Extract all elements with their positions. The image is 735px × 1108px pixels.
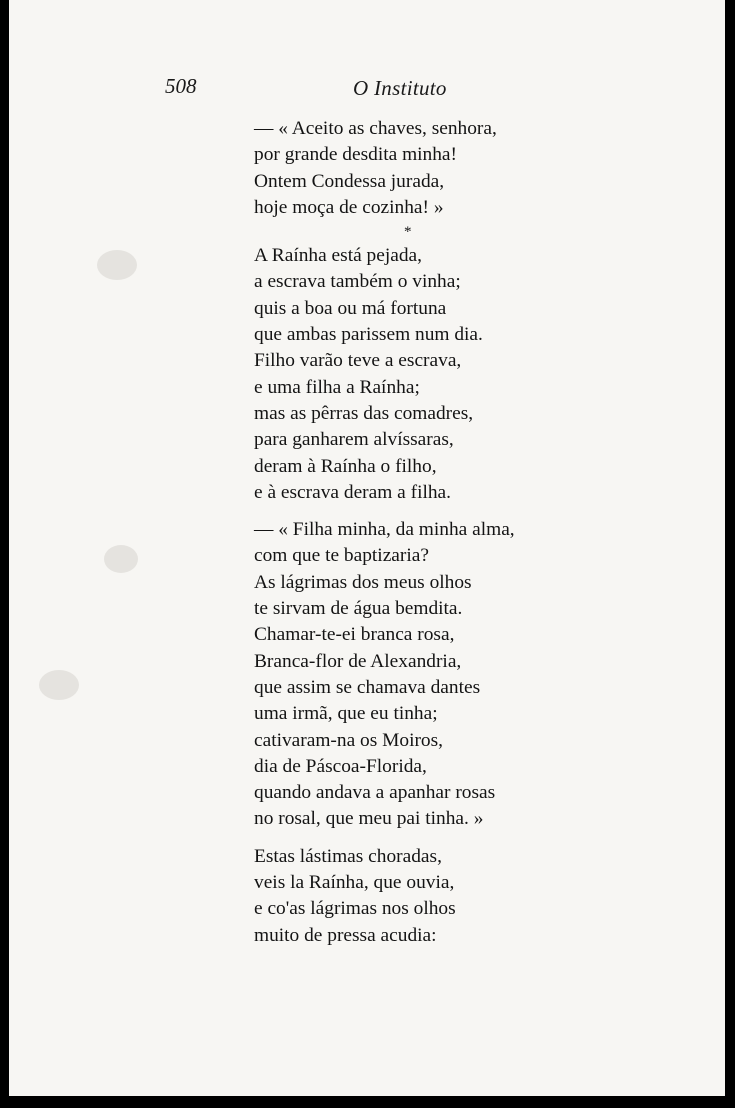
stanza-4 <box>254 844 714 949</box>
section-separator: * <box>404 224 412 241</box>
scan-border-right <box>725 0 735 1108</box>
verse-line: hoje moça de cozinha! » <box>254 196 444 218</box>
page-number: 508 <box>165 74 197 98</box>
stanza-gap <box>254 506 714 517</box>
poem-text <box>254 116 714 949</box>
verse-line: — « Aceito as chaves, senhora, <box>254 118 497 139</box>
verse-line: e à escrava deram a filha. <box>254 481 452 503</box>
stanza-3 <box>254 517 714 833</box>
verse-line: Filho varão teve a escrava, <box>254 350 462 372</box>
scan-border-left <box>0 0 9 1108</box>
verse-line: Branca-flor de Alexandria, <box>254 650 462 672</box>
stanza-gap <box>254 833 714 844</box>
stanza-2 <box>254 243 714 506</box>
verse-line: a escrava também o vinha; <box>254 271 461 293</box>
page-header <box>9 74 725 104</box>
verse-line: e co'as lágrimas nos olhos <box>254 898 456 920</box>
verse-line: com que te baptizaria? <box>254 545 429 567</box>
verse-line: mas as pêrras das comadres, <box>254 402 474 424</box>
verse-line: uma irmã, que eu tinha; <box>254 703 438 725</box>
verse-line: As lágrimas dos meus olhos <box>254 571 472 593</box>
verse-line: por grande desdita minha! <box>254 144 457 166</box>
running-title: O Instituto <box>353 76 447 100</box>
verse-line: quando andava a apanhar rosas <box>254 782 496 804</box>
verse-line: para ganharem alvíssaras, <box>254 429 454 451</box>
verse-line: que ambas parissem num dia. <box>254 324 483 346</box>
book-page <box>9 0 725 1096</box>
scan-border-bottom <box>0 1096 735 1108</box>
verse-line: muito de pressa acudia: <box>254 924 437 946</box>
verse-line: te sirvam de água bemdita. <box>254 598 463 620</box>
paper-stain <box>39 670 79 700</box>
verse-line: deram à Raínha o filho, <box>254 455 437 477</box>
verse-line: quis a boa ou má fortuna <box>254 297 447 319</box>
verse-line: cativaram-na os Moiros, <box>254 729 444 751</box>
paper-stain <box>104 545 138 573</box>
stanza-1 <box>254 116 714 221</box>
verse-line: — « Filha minha, da minha alma, <box>254 519 515 541</box>
verse-line: dia de Páscoa-Florida, <box>254 755 427 777</box>
verse-line: veis la Raínha, que ouvia, <box>254 872 455 894</box>
verse-line: Chamar-te-ei branca rosa, <box>254 624 455 646</box>
verse-line: Ontem Condessa jurada, <box>254 170 445 192</box>
verse-line: e uma filha a Raínha; <box>254 376 420 398</box>
verse-line: que assim se chamava dantes <box>254 676 481 698</box>
verse-line: A Raínha está pejada, <box>254 245 422 267</box>
verse-line: Estas lástimas choradas, <box>254 845 442 867</box>
verse-line: no rosal, que meu pai tinha. » <box>254 808 484 830</box>
paper-stain <box>97 250 137 280</box>
